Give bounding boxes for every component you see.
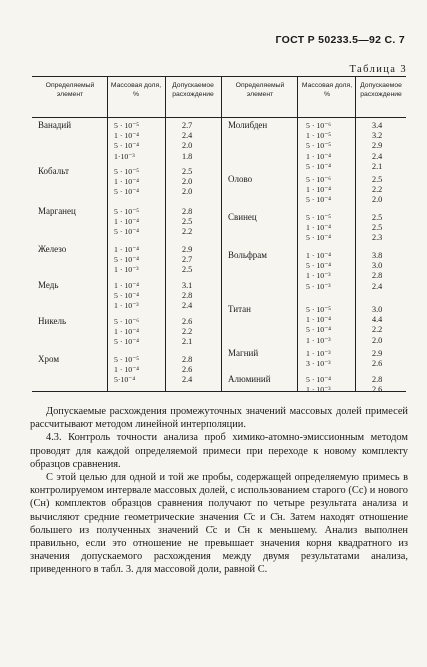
mass-fraction-cell: 5 · 10⁻⁴ — [306, 195, 332, 205]
deviation-cell: 2.8 — [182, 207, 193, 216]
element-name: Марганец — [38, 206, 76, 216]
deviation-cell: 2.6 — [182, 365, 193, 375]
mass-fraction-cell: 1 · 10⁻³ — [114, 265, 139, 275]
deviation-cell: 2.4 — [182, 301, 193, 311]
header-element-right: Определяемый элемент — [235, 82, 285, 98]
mass-fraction-cell: 1 · 10⁻⁴ — [306, 185, 332, 195]
deviation-cell: 2.0 — [372, 335, 383, 345]
mass-fraction-cell: 1 · 10⁻⁴ — [306, 223, 332, 233]
mass-fraction-cell: 1 · 10⁻⁵ — [306, 131, 332, 141]
mass-fraction-cell: 1 · 10⁻³ — [306, 271, 331, 281]
mass-fraction-cell: 5 · 10⁻⁴ — [306, 375, 332, 384]
header-element-left: Определяемый элемент — [45, 82, 95, 98]
element-name: Медь — [38, 280, 59, 290]
mass-fraction-cell: 5 · 10⁻⁵ — [114, 355, 140, 364]
mass-fraction-cell: 5 · 10⁻⁴ — [114, 337, 140, 347]
deviation-table — [32, 76, 406, 395]
element-name: Молибден — [228, 120, 268, 130]
page-header: ГОСТ Р 50233.5—92 С. 7 — [275, 34, 405, 46]
paragraph-interpolation: Допускаемые расхождения промежуточных значений массовых долей примесей рассчитывают методом линейной интерполяции. — [30, 406, 408, 431]
element-name: Алюминий — [228, 374, 271, 384]
mass-fraction-cell: 1 · 10⁻⁴ — [306, 251, 332, 260]
mass-fraction-cell: 5 · 10⁻⁵ — [306, 305, 332, 314]
deviation-cell: 2.1 — [372, 161, 383, 171]
deviation-cell: 2.7 — [182, 255, 193, 265]
mass-fraction-cell: 1 · 10⁻⁴ — [306, 315, 332, 325]
table-caption: Таблица 3 — [349, 64, 407, 75]
mass-fraction-cell: 1 · 10⁻³ — [114, 301, 139, 311]
deviation-cell: 2.8 — [182, 291, 193, 301]
mass-fraction-cell: 3 · 10⁻³ — [306, 359, 331, 369]
deviation-cell: 2.4 — [372, 281, 383, 291]
deviation-cell: 2.5 — [372, 223, 383, 233]
element-name: Олово — [228, 174, 253, 184]
deviation-cell: 3.8 — [372, 251, 383, 260]
mass-fraction-cell: 5 · 10⁻⁵ — [306, 141, 332, 151]
mass-fraction-cell: 1 · 10⁻³ — [306, 335, 331, 345]
deviation-cell: 3.1 — [182, 281, 193, 290]
mass-fraction-cell: 5 · 10⁻⁶ — [114, 317, 140, 326]
deviation-cell: 2.0 — [182, 177, 193, 187]
header-mass-right: Массовая доля, % — [301, 82, 353, 98]
mass-fraction-cell: 1 · 10⁻³ — [306, 385, 331, 395]
mass-fraction-cell: 5 · 10⁻⁵ — [114, 121, 140, 130]
deviation-cell: 2.5 — [372, 175, 383, 184]
element-name: Вольфрам — [228, 250, 268, 260]
mass-fraction-cell: 1 · 10⁻⁴ — [114, 281, 140, 290]
element-name: Магний — [228, 348, 259, 358]
header-dev-left: Допускаемое расхождение — [172, 82, 214, 98]
deviation-cell: 3.0 — [372, 261, 383, 271]
mass-fraction-cell: 5 · 10⁻⁵ — [306, 213, 332, 222]
element-name: Железо — [38, 244, 67, 254]
mass-fraction-cell: 1 · 10⁻⁴ — [306, 151, 332, 161]
mass-fraction-cell: 1 · 10⁻³ — [306, 349, 331, 358]
mass-fraction-cell: 5 · 10⁻⁵ — [114, 207, 140, 216]
deviation-cell: 2.5 — [182, 265, 193, 275]
deviation-cell: 2.0 — [182, 141, 193, 151]
mass-fraction-cell: 1·10⁻³ — [114, 151, 135, 161]
deviation-cell: 2.5 — [182, 217, 193, 227]
deviation-cell: 2.9 — [182, 245, 193, 254]
paragraph-section-4-3: 4.3. Контроль точности анализа проб химико-атомно-эмиссионным методом проводят для каждой определяемой примеси при переходе к новому комплекту образцов сравнения. — [30, 432, 408, 470]
mass-fraction-cell: 5·10⁻⁴ — [114, 375, 136, 385]
deviation-cell: 3.2 — [372, 131, 383, 141]
mass-fraction-cell: 5 · 10⁻⁴ — [306, 261, 332, 271]
paragraph-procedure: С этой целью для одной и той же пробы, содержащей определяемую примесь в контролируемом интервале массовых долей, с использованием старого (Сс) и нового (Сн) комплектов образцов сравнения получают по четыре результата анализа и вычисляют средние геометрические значения С̄с и С̄н. Затем находят отношение большего из полученных значений С̄с и С̄н к меньшему. Анализ выполнен правильно, если это отношение не превышает значения корня квадратного из значения допускаемого расхождения между двумя результатами анализа, приведенного в табл. 3. для массовой доли, равной С. — [30, 472, 408, 576]
deviation-cell: 2.9 — [372, 141, 383, 151]
mass-fraction-cell: 5 · 10⁻⁴ — [306, 161, 332, 171]
mass-fraction-cell: 5 · 10⁻⁴ — [114, 187, 140, 197]
mass-fraction-cell: 5 · 10⁻⁴ — [114, 141, 140, 151]
deviation-cell: 2.5 — [372, 213, 383, 222]
element-name: Ванадий — [38, 120, 72, 130]
element-name: Хром — [38, 354, 60, 364]
mass-fraction-cell: 5 · 10⁻⁴ — [114, 291, 140, 301]
deviation-cell: 2.3 — [372, 233, 383, 243]
header-mass-left: Массовая доля, % — [110, 82, 162, 98]
mass-fraction-cell: 1 · 10⁻⁴ — [114, 245, 140, 254]
mass-fraction-cell: 5 · 10⁻⁶ — [306, 121, 332, 130]
deviation-cell: 2.6 — [372, 359, 383, 369]
deviation-cell: 2.2 — [372, 325, 383, 335]
deviation-cell: 2.2 — [372, 185, 383, 195]
deviation-cell: 1.8 — [182, 151, 193, 161]
mass-fraction-cell: 1 · 10⁻⁴ — [114, 217, 140, 227]
deviation-cell: 2.6 — [372, 385, 383, 395]
column-divider — [165, 77, 166, 391]
deviation-cell: 2.8 — [182, 355, 193, 364]
deviation-cell: 2.0 — [372, 195, 383, 205]
table-header-row — [32, 77, 406, 118]
header-dev-right: Допускаемое расхождение — [360, 82, 402, 98]
element-name: Титан — [228, 304, 251, 314]
deviation-cell: 2.4 — [182, 375, 193, 385]
deviation-cell: 2.7 — [182, 121, 193, 130]
element-name: Кобальт — [38, 166, 69, 176]
deviation-cell: 2.1 — [182, 337, 193, 347]
deviation-cell: 2.5 — [182, 167, 193, 176]
mass-fraction-cell: 5 · 10⁻⁵ — [114, 167, 140, 176]
mass-fraction-cell: 5 · 10⁻³ — [306, 281, 331, 291]
mass-fraction-cell: 5 · 10⁻⁶ — [306, 175, 332, 184]
deviation-cell: 2.8 — [372, 271, 383, 281]
deviation-cell: 2.2 — [182, 327, 193, 337]
mass-fraction-cell: 5 · 10⁻⁴ — [114, 227, 140, 237]
deviation-cell: 2.4 — [372, 151, 383, 161]
deviation-cell: 2.2 — [182, 227, 193, 237]
mass-fraction-cell: 1 · 10⁻⁴ — [114, 327, 140, 337]
column-divider — [107, 77, 108, 391]
mass-fraction-cell: 1 · 10⁻⁴ — [114, 131, 140, 141]
body-text — [30, 405, 408, 577]
deviation-cell: 2.8 — [372, 375, 383, 384]
mass-fraction-cell: 5 · 10⁻⁴ — [306, 325, 332, 335]
deviation-cell: 2.6 — [182, 317, 193, 326]
mass-fraction-cell: 1 · 10⁻⁴ — [114, 177, 140, 187]
column-divider — [221, 77, 222, 391]
deviation-cell: 2.0 — [182, 187, 193, 197]
mass-fraction-cell: 5 · 10⁻⁴ — [306, 233, 332, 243]
column-divider — [297, 77, 298, 391]
deviation-cell: 4.4 — [372, 315, 383, 325]
deviation-cell: 3.0 — [372, 305, 383, 314]
mass-fraction-cell: 1 · 10⁻⁴ — [114, 365, 140, 375]
deviation-cell: 2.4 — [182, 131, 193, 141]
column-divider — [355, 77, 356, 391]
deviation-cell: 2.9 — [372, 349, 383, 358]
element-name: Никель — [38, 316, 67, 326]
element-name: Свинец — [228, 212, 257, 222]
mass-fraction-cell: 5 · 10⁻⁴ — [114, 255, 140, 265]
deviation-cell: 3.4 — [372, 121, 383, 130]
